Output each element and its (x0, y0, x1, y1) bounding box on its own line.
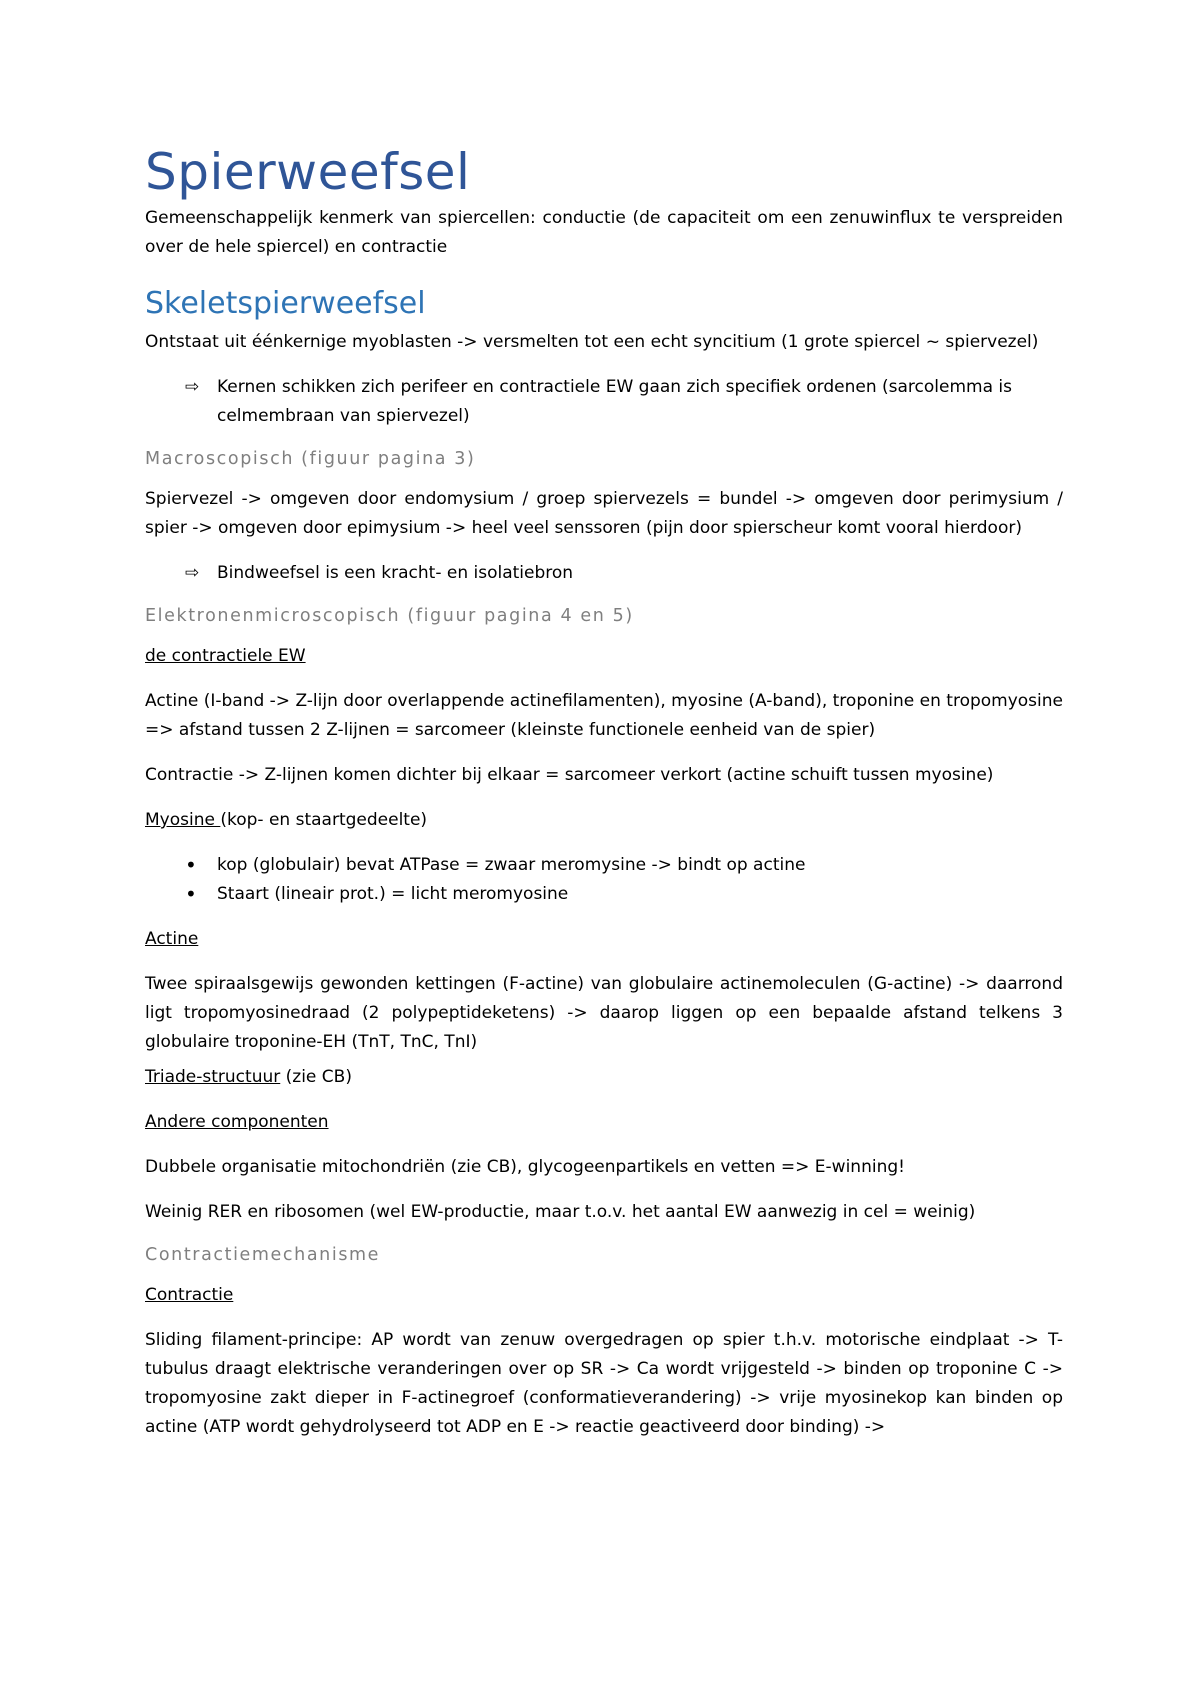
myosine-bullet-list (185, 851, 1063, 909)
subheading-myosine (145, 806, 1063, 835)
andere-paragraph-2: Weinig RER en ribosomen (wel EW-productie, maar t.o.v. het aantal EW aanwezig in cel = weinig) (145, 1202, 976, 1222)
andere-paragraph-1: Dubbele organisatie mitochondriën (zie CB), glycogeenpartikels en vetten => E-winning! (145, 1157, 905, 1177)
document-content (145, 140, 1063, 1458)
underlined-label: Andere componenten (145, 1112, 329, 1132)
list-item-text: Staart (lineair prot.) = licht meromyosine (217, 884, 569, 904)
list-item-text: kop (globulair) bevat ATPase = zwaar meromysine -> bindt op actine (217, 855, 806, 875)
skelet-paragraph: Ontstaat uit éénkernige myoblasten -> versmelten tot een echt syncitium (1 grote spiercel ~ spiervezel) (145, 332, 1039, 352)
underlined-label: Actine (145, 929, 199, 949)
macro-paragraph: Spiervezel -> omgeven door endomysium / groep spiervezels = bundel -> omgeven door perimysium / spier -> omgeven door epimysium -> heel veel senssoren (pijn door spierscheur komt vooral hierdoor) (145, 489, 1063, 538)
subheading-andere-componenten (145, 1108, 1063, 1137)
sliding-filament-paragraph: Sliding filament-principe: AP wordt van zenuw overgedragen op spier t.h.v. motorische eindplaat -> T-tubulus draagt elektrische veranderingen over op SR -> Ca wordt vrijgesteld -> binden op troponine C -> tropomyosine zakt dieper in F-actinegroef (conformatieverandering) -> vrije myosinekop kan binden op actine (ATP wordt gehydrolyseerd tot ADP en E -> reactie geactiveerd door binding) -> (145, 1330, 1063, 1437)
heading-macroscopisch: Macroscopisch (figuur pagina 3) (145, 449, 476, 469)
arrow-icon: ⇨ (185, 377, 200, 397)
actine-paragraph: Actine (I-band -> Z-lijn door overlappende actinefilamenten), myosine (A-band), troponine en tropomyosine => afstand tussen 2 Z-lijnen = sarcomeer (kleinste functionele eenheid van de spier) (145, 691, 1063, 740)
heading-elektronenmicroscopisch: Elektronenmicroscopisch (figuur pagina 4 en 5) (145, 606, 634, 626)
subheading-contractiele-ew (145, 642, 1063, 671)
subheading-contractie (145, 1281, 1063, 1310)
arrow-item-text: Kernen schikken zich perifeer en contractiele EW gaan zich specifiek ordenen (sarcolemma is celmembraan van spiervezel) (217, 377, 1012, 426)
underlined-label: Contractie (145, 1285, 234, 1305)
underlined-label: Triade-structuur (145, 1067, 281, 1087)
subheading-triade (145, 1063, 1063, 1092)
bullet-icon: • (185, 853, 197, 877)
intro-paragraph: Gemeenschappelijk kenmerk van spiercellen: conductie (de capaciteit om een zenuwinflux te verspreiden over de hele spiercel) en contractie (145, 208, 1063, 257)
arrow-list-item (185, 373, 1063, 431)
document-title: Spierweefsel (145, 143, 471, 201)
contractie-paragraph: Contractie -> Z-lijnen komen dichter bij elkaar = sarcomeer verkort (actine schuift tussen myosine) (145, 765, 994, 785)
subheading-actine (145, 925, 1063, 954)
myosine-rest: (kop- en staartgedeelte) (220, 810, 428, 830)
underlined-label: Myosine (145, 810, 221, 830)
bullet-icon: • (185, 882, 197, 906)
actine-description: Twee spiraalsgewijs gewonden kettingen (F-actine) van globulaire actinemoleculen (G-actine) -> daarrond ligt tropomyosinedraad (2 polypeptideketens) -> daarop liggen op een bepaalde afstand telkens 3 globulaire troponine-EH (TnT, TnC, TnI) (145, 974, 1063, 1052)
arrow-list-item (185, 559, 1063, 588)
list-item (185, 880, 1063, 909)
arrow-icon: ⇨ (185, 563, 200, 583)
underlined-label: de contractiele EW (145, 646, 306, 666)
heading-contractiemechanisme: Contractiemechanisme (145, 1245, 381, 1265)
list-item (185, 851, 1063, 880)
triade-rest: (zie CB) (280, 1067, 352, 1087)
heading-skeletspierweefsel: Skeletspierweefsel (145, 286, 426, 321)
arrow-item-text: Bindweefsel is een kracht- en isolatiebron (217, 563, 574, 583)
